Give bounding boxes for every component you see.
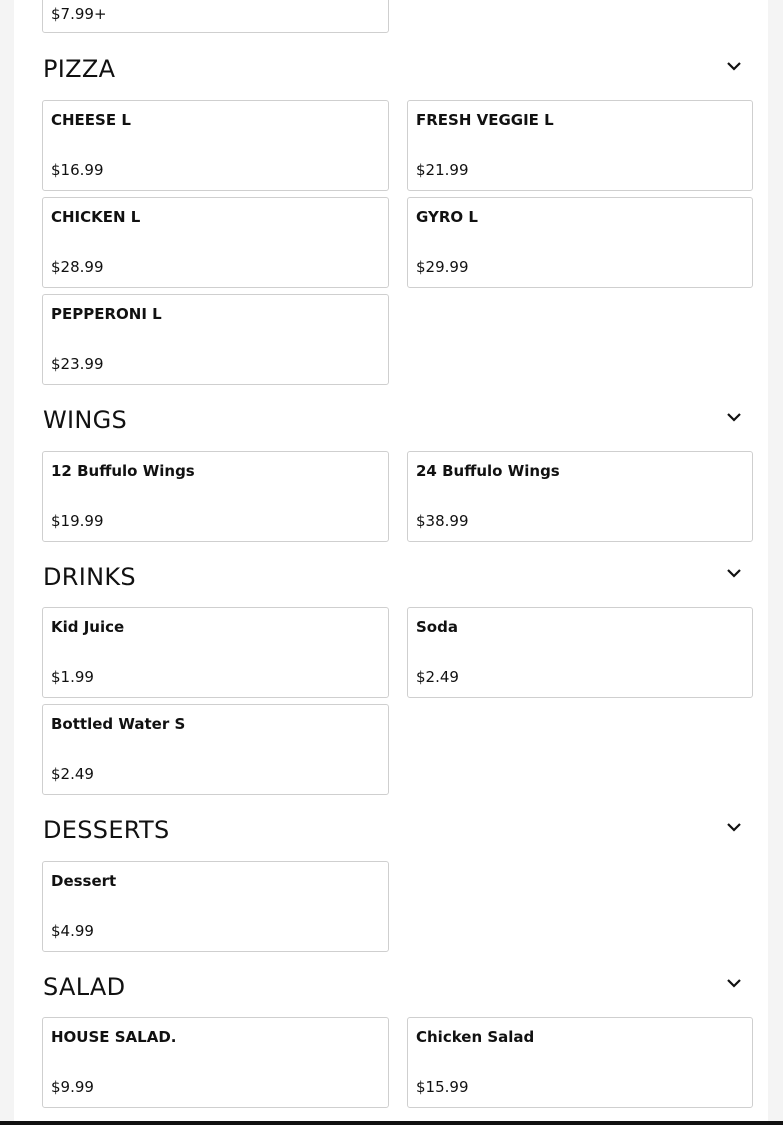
menu-item-price: $2.49: [51, 765, 94, 783]
menu-item-card[interactable]: [407, 1017, 753, 1108]
menu-item-name: Soda: [416, 618, 458, 636]
section-title-pizza[interactable]: PIZZA: [43, 55, 116, 83]
menu-item-card[interactable]: [42, 294, 389, 385]
menu-item-price: $15.99: [416, 1078, 469, 1096]
section-title-salad[interactable]: SALAD: [43, 973, 126, 1001]
menu-item-price: $9.99: [51, 1078, 94, 1096]
menu-item-card[interactable]: [407, 451, 753, 542]
menu-item-card[interactable]: [407, 100, 753, 191]
menu-item-price: $7.99+: [51, 5, 107, 23]
menu-item-price: $2.49: [416, 668, 459, 686]
menu-item-name: 12 Buffulo Wings: [51, 462, 195, 480]
chevron-down-icon[interactable]: [725, 410, 743, 424]
menu-item-price: $4.99: [51, 922, 94, 940]
menu-item-card[interactable]: [407, 607, 753, 698]
menu-item-name: Dessert: [51, 872, 117, 890]
menu-item-name: Chicken Salad: [416, 1028, 535, 1046]
menu-item-name: HOUSE SALAD.: [51, 1028, 177, 1046]
chevron-down-icon[interactable]: [725, 566, 743, 580]
menu-item-card[interactable]: [42, 451, 389, 542]
menu-item-price: $21.99: [416, 161, 469, 179]
menu-item-card[interactable]: [42, 607, 389, 698]
menu-item-name: PEPPERONI L: [51, 305, 162, 323]
menu-item-card[interactable]: [42, 704, 389, 795]
section-title-drinks[interactable]: DRINKS: [43, 563, 136, 591]
menu-item-name: FRESH VEGGIE L: [416, 111, 554, 129]
chevron-down-icon[interactable]: [725, 976, 743, 990]
menu-item-name: Kid Juice: [51, 618, 125, 636]
menu-item-name: CHICKEN L: [51, 208, 141, 226]
menu-item-card[interactable]: [42, 100, 389, 191]
menu-item-price: $29.99: [416, 258, 469, 276]
section-title-desserts[interactable]: DESSERTS: [43, 816, 170, 844]
chevron-down-icon[interactable]: [725, 820, 743, 834]
menu-item-price: $16.99: [51, 161, 104, 179]
menu-item-price: $19.99: [51, 512, 104, 530]
menu-item-price: $1.99: [51, 668, 94, 686]
menu-item-price: $38.99: [416, 512, 469, 530]
menu-item-card[interactable]: [42, 197, 389, 288]
menu-page: [14, 0, 768, 1125]
bottom-bar: [0, 1121, 783, 1125]
menu-item-name: 24 Buffulo Wings: [416, 462, 560, 480]
menu-item-card[interactable]: [42, 0, 389, 33]
chevron-down-icon[interactable]: [725, 59, 743, 73]
menu-item-card[interactable]: [42, 1017, 389, 1108]
menu-item-name: GYRO L: [416, 208, 478, 226]
menu-item-card[interactable]: [407, 197, 753, 288]
menu-item-card[interactable]: [42, 861, 389, 952]
menu-item-price: $23.99: [51, 355, 104, 373]
menu-item-price: $28.99: [51, 258, 104, 276]
menu-item-name: CHEESE L: [51, 111, 131, 129]
section-title-wings[interactable]: WINGS: [43, 406, 128, 434]
menu-item-name: Bottled Water S: [51, 715, 186, 733]
